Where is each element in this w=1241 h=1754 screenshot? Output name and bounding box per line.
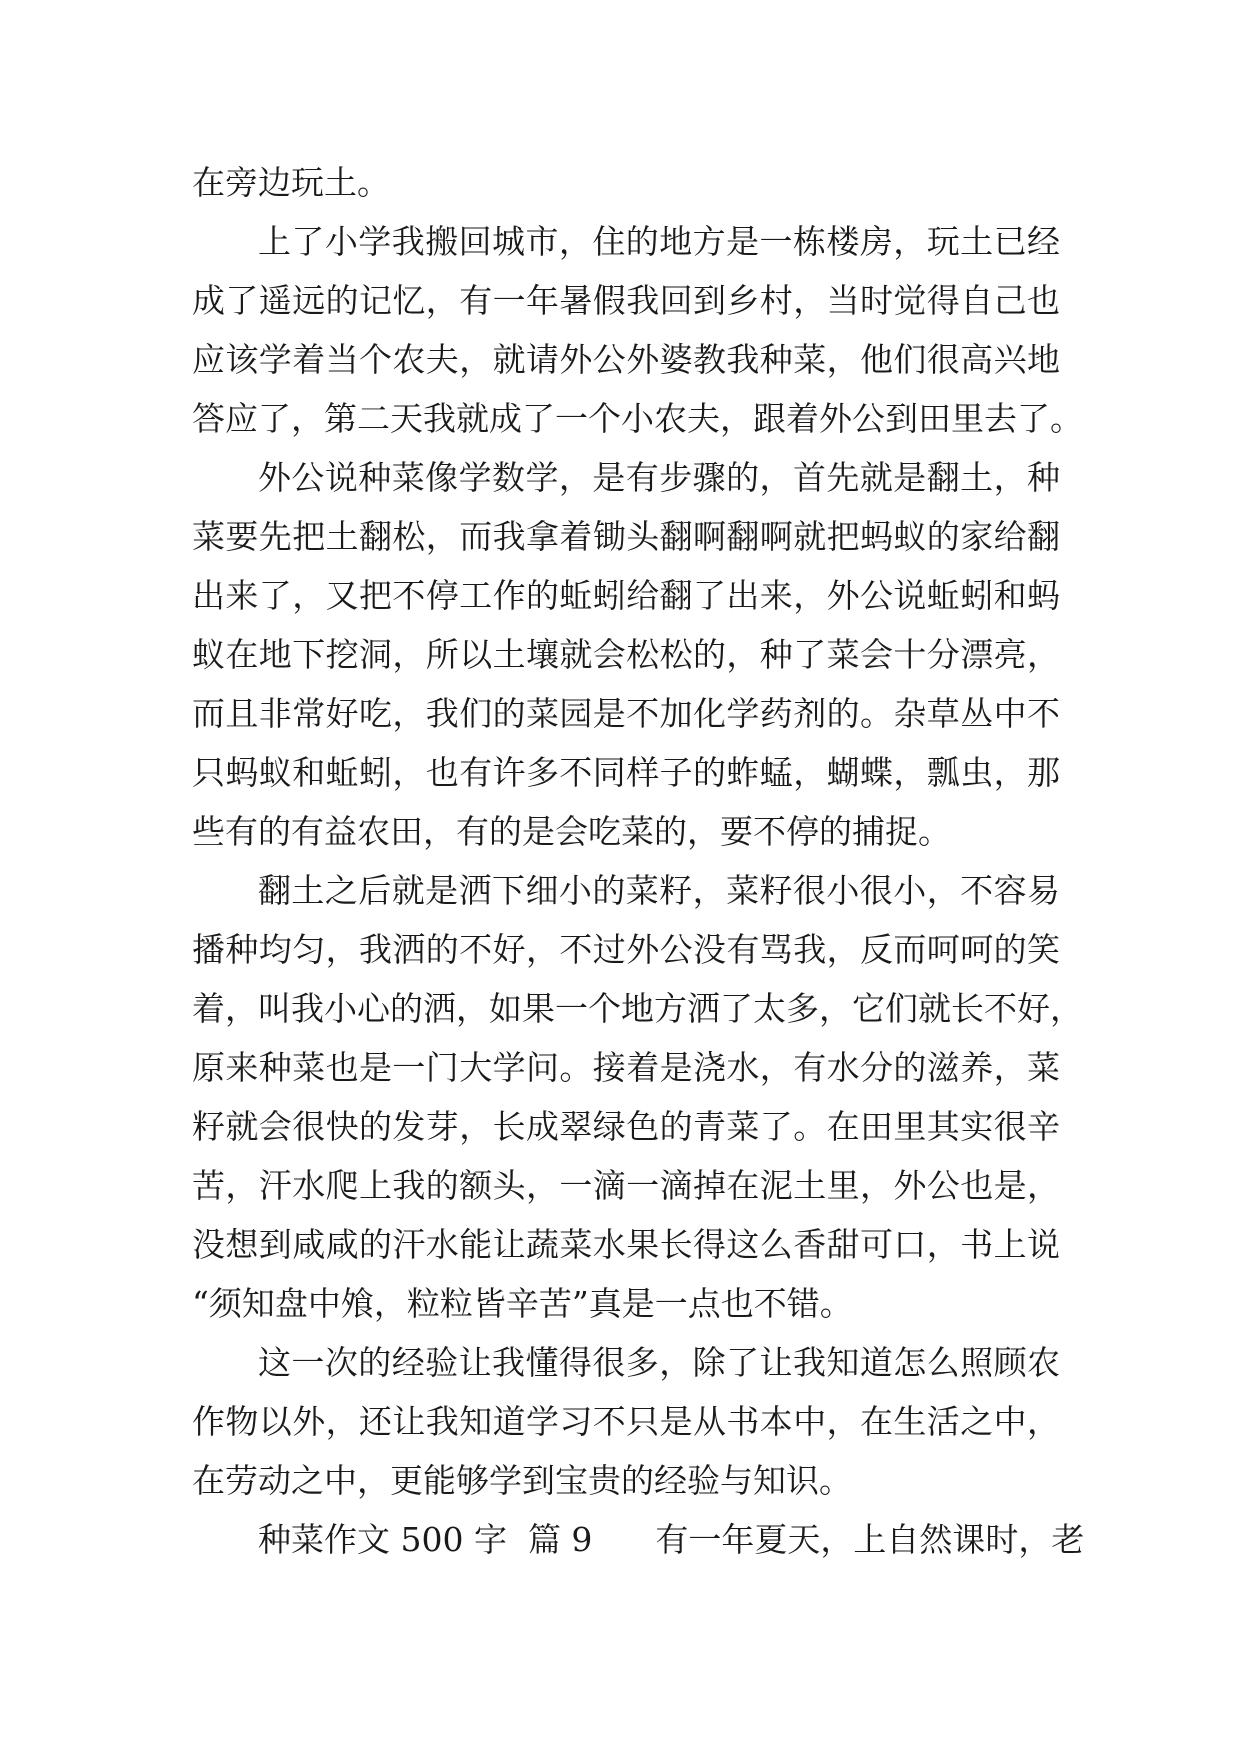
text-line: 应该学着当个农夫，就请外公外婆教我种菜，他们很高兴地 xyxy=(192,340,1060,379)
text-line: 播种均匀，我洒的不好，不过外公没有骂我，反而呵呵的笑 xyxy=(192,930,1060,969)
text-line: “须知盘中飧，粒粒皆辛苦”真是一点也不错。 xyxy=(192,1284,853,1323)
text-line: 苦，汗水爬上我的额头，一滴一滴掉在泥土里，外公也是， xyxy=(192,1166,1060,1205)
text-line: 原来种菜也是一门大学问。接着是浇水，有水分的滋养，菜 xyxy=(192,1048,1060,1087)
text-line: 作物以外，还让我知道学习不只是从书本中，在生活之中， xyxy=(192,1402,1060,1441)
text-line: 在劳动之中，更能够学到宝贵的经验与知识。 xyxy=(192,1461,852,1500)
text-line: 在旁边玩土。 xyxy=(192,163,390,202)
text-line: 外公说种菜像学数学，是有步骤的，首先就是翻土，种 xyxy=(258,458,1060,497)
text-line: 菜要先把土翻松，而我拿着锄头翻啊翻啊就把蚂蚁的家给翻 xyxy=(192,517,1060,556)
text-line: 只蚂蚁和蚯蚓，也有许多不同样子的蚱蜢，蝴蝶，瓢虫，那 xyxy=(192,753,1060,792)
text-line: 成了遥远的记忆，有一年暑假我回到乡村，当时觉得自己也 xyxy=(192,281,1060,320)
text-line: 没想到咸咸的汗水能让蔬菜水果长得这么香甜可口，书上说 xyxy=(192,1225,1060,1264)
text-line: 籽就会很快的发芽，长成翠绿色的青菜了。在田里其实很辛 xyxy=(192,1107,1060,1146)
text-line: 上了小学我搬回城市，住的地方是一栋楼房，玩土已经 xyxy=(258,222,1060,261)
text-line: 翻土之后就是洒下细小的菜籽，菜籽很小很小，不容易 xyxy=(258,871,1060,910)
text-line: 着，叫我小心的洒，如果一个地方洒了太多，它们就长不好， xyxy=(192,989,1083,1028)
text-line-heading: 种菜作文 500 字 篇 9 有一年夏天，上自然课时，老 xyxy=(258,1520,1085,1559)
text-line: 出来了，又把不停工作的蚯蚓给翻了出来，外公说蚯蚓和蚂 xyxy=(192,576,1060,615)
text-line: 答应了，第二天我就成了一个小农夫，跟着外公到田里去了。 xyxy=(192,399,1083,438)
text-line: 这一次的经验让我懂得很多，除了让我知道怎么照顾农 xyxy=(258,1343,1060,1382)
text-line: 而且非常好吃，我们的菜园是不加化学药剂的。杂草丛中不 xyxy=(192,694,1060,733)
text-line: 蚁在地下挖洞，所以土壤就会松松的，种了菜会十分漂亮， xyxy=(192,635,1060,674)
text-line: 些有的有益农田，有的是会吃菜的，要不停的捕捉。 xyxy=(192,812,951,851)
